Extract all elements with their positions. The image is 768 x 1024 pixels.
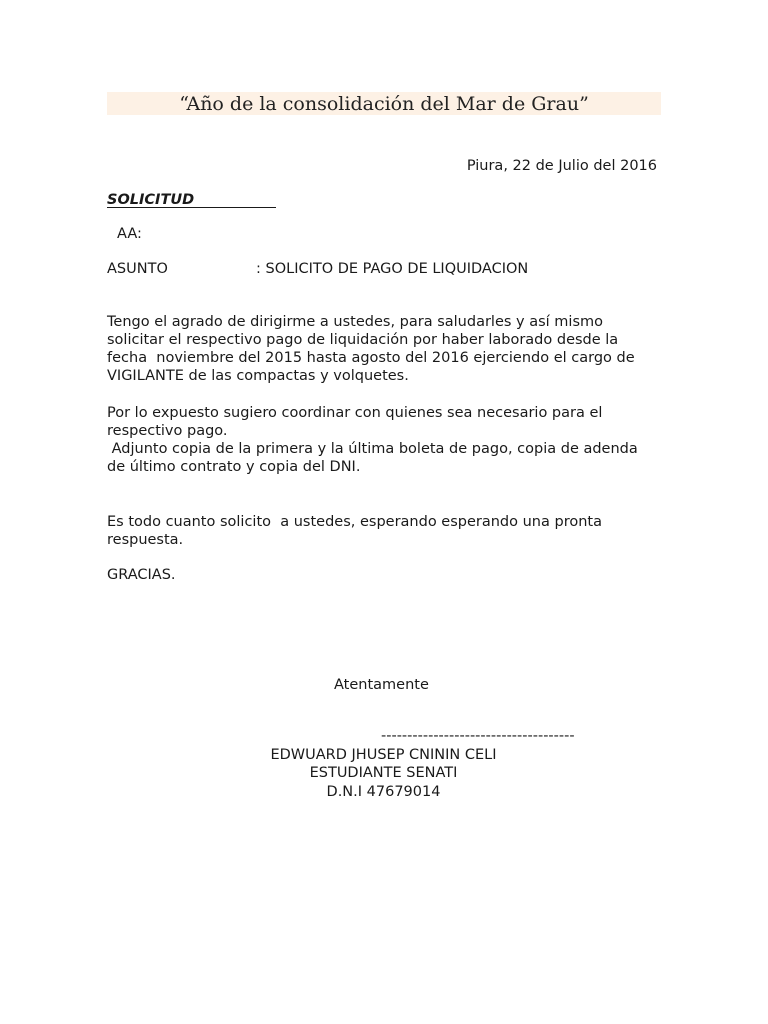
addressee-label: AA: xyxy=(117,226,142,242)
paragraph-line: solicitar el respectivo pago de liquidación por haber laborado desde la xyxy=(107,332,619,348)
closing-salutation: Atentamente xyxy=(334,677,429,693)
body-paragraph-thanks xyxy=(107,566,667,584)
body-paragraph-attachments xyxy=(107,404,667,476)
document-title: “Año de la consolidación del Mar de Grau” xyxy=(179,93,589,115)
paragraph-line: VIGILANTE de las compactas y volquetes. xyxy=(107,368,409,384)
document-heading: SOLICITUD xyxy=(107,190,276,208)
paragraph-line: respectivo pago. xyxy=(107,423,228,439)
signer-role: ESTUDIANTE SENATI xyxy=(309,765,458,781)
paragraph-line: de último contrato y copia del DNI. xyxy=(107,459,361,475)
place-date: Piura, 22 de Julio del 2016 xyxy=(466,158,657,174)
signer-dni: D.N.I 47679014 xyxy=(326,784,441,800)
paragraph-line: fecha noviembre del 2015 hasta agosto del 2016 ejerciendo el cargo de xyxy=(107,350,635,366)
title-banner xyxy=(107,92,661,115)
paragraph-line: Adjunto copia de la primera y la última boleta de pago, copia de adenda xyxy=(107,441,638,457)
paragraph-line: respuesta. xyxy=(107,532,184,548)
body-paragraph-closing xyxy=(107,513,667,549)
body-paragraph-request xyxy=(107,313,667,385)
paragraph-line: Tengo el agrado de dirigirme a ustedes, para saludarles y así mismo xyxy=(107,314,604,330)
signature-line: ------------------------------------- xyxy=(381,728,575,744)
signer-name: EDWUARD JHUSEP CNININ CELI xyxy=(270,747,497,763)
subject-value: : SOLICITO DE PAGO DE LIQUIDACION xyxy=(256,261,529,277)
paragraph-line: GRACIAS. xyxy=(107,567,176,583)
paragraph-line: Es todo cuanto solicito a ustedes, esperando esperando una pronta xyxy=(107,514,602,530)
subject-label: ASUNTO xyxy=(107,261,168,277)
paragraph-line: Por lo expuesto sugiero coordinar con quienes sea necesario para el xyxy=(107,405,603,421)
